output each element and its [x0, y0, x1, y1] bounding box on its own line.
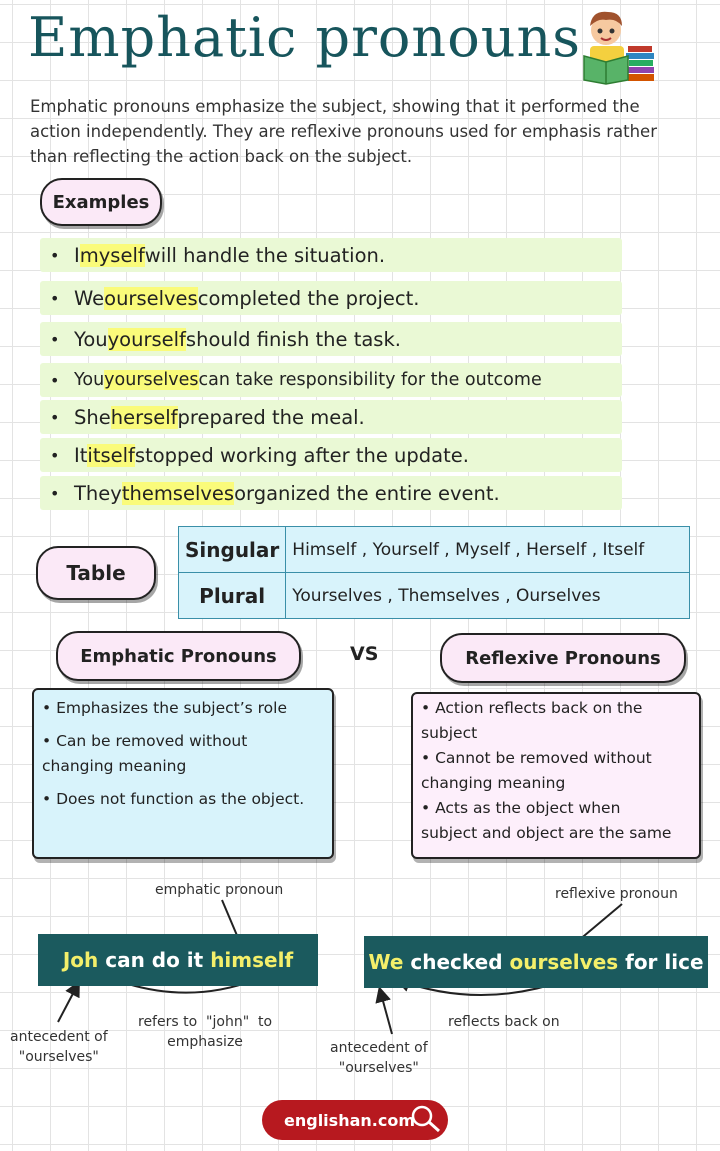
emphatic-pronouns-heading: Emphatic Pronouns	[56, 631, 301, 681]
plural-header: Plural	[179, 573, 286, 619]
example-text: They	[74, 481, 122, 505]
bullet-icon: •	[50, 407, 60, 427]
example-text: I	[74, 243, 80, 267]
bullet-icon: •	[50, 445, 60, 465]
arrow-antecedent-1	[58, 984, 78, 1022]
search-icon	[408, 1104, 442, 1134]
arrow-antecedent-2	[380, 990, 392, 1034]
site-link[interactable]	[262, 1100, 448, 1140]
bullet-icon: •	[50, 245, 60, 265]
label-text: "ourselves"	[338, 1060, 419, 1076]
antecedent-label-2	[330, 1038, 428, 1078]
table-label: Table	[36, 546, 156, 600]
highlighted-pronoun: themselves	[121, 481, 235, 505]
label-text: "ourselves"	[18, 1049, 99, 1065]
example-sentence-2	[364, 936, 708, 988]
example-text: completed the project.	[197, 286, 420, 310]
point-text: • Can be removed without	[42, 732, 248, 750]
highlighted-pronoun: ourselves	[104, 286, 198, 310]
example-text: organized the entire event.	[234, 481, 500, 505]
reflexive-pronouns-heading: Reflexive Pronouns	[440, 633, 686, 683]
example-text: We	[74, 286, 105, 310]
sentence-text: for lice	[618, 950, 704, 974]
site-url[interactable]: englishan.com	[284, 1110, 415, 1130]
example-text: prepared the meal.	[177, 405, 365, 429]
reflects-label: reflects back on	[448, 1014, 560, 1030]
example-text: You	[74, 370, 105, 390]
example-text: It	[74, 443, 88, 467]
sentence-text: checked	[403, 950, 510, 974]
subject-word: We	[368, 950, 404, 974]
pronoun-word: himself	[210, 948, 294, 972]
label-text: antecedent of	[330, 1040, 428, 1056]
highlighted-pronoun: itself	[87, 443, 135, 467]
point-text: changing meaning	[42, 757, 187, 775]
bullet-icon: •	[50, 370, 60, 390]
reflexive-pronoun-label: reflexive pronoun	[555, 886, 678, 902]
plural-values: Yourselves , Themselves , Ourselves	[286, 573, 690, 619]
point-text: subject and object are the same	[421, 824, 672, 842]
label-text: emphasize	[167, 1034, 243, 1050]
singular-values: Himself , Yourself , Myself , Herself , Itself	[286, 527, 690, 573]
highlighted-pronoun: yourself	[107, 327, 186, 351]
point-text: subject	[421, 724, 478, 742]
bullet-icon: •	[50, 288, 60, 308]
singular-header: Singular	[179, 527, 286, 573]
point-text: • Action reflects back on the	[421, 699, 643, 717]
point-text: • Acts as the object when	[421, 799, 621, 817]
highlighted-pronoun: myself	[79, 243, 145, 267]
bullet-icon: •	[50, 329, 60, 349]
example-text: She	[74, 405, 111, 429]
point-text: • Cannot be removed without	[421, 749, 652, 767]
point-text: changing meaning	[421, 774, 566, 792]
highlighted-pronoun: yourselves	[104, 370, 199, 390]
example-text: will handle the situation.	[144, 243, 386, 267]
sentence-text: can do it	[98, 948, 211, 972]
label-text: refers to "john" to	[138, 1014, 273, 1030]
bullet-icon: •	[50, 483, 60, 503]
example-text: can take responsibility for the outcome	[198, 370, 542, 390]
vs-label: VS	[350, 643, 379, 665]
subject-word: Joh	[62, 948, 99, 972]
page-title: Emphatic pronouns	[28, 6, 581, 69]
emphatic-pronoun-label: emphatic pronoun	[155, 882, 284, 898]
example-sentence-1	[38, 934, 318, 986]
label-text: antecedent of	[10, 1029, 108, 1045]
examples-label: Examples	[40, 178, 162, 226]
point-text: • Emphasizes the subject’s role	[42, 699, 288, 717]
example-text: You	[74, 327, 108, 351]
antecedent-label-1	[10, 1027, 108, 1067]
intro-paragraph: Emphatic pronouns emphasize the subject, showing that it performed the action independently. They are reflexive pronouns used for emphasis rather than reflecting the action back on the subject.	[30, 97, 657, 166]
example-text: stopped working after the update.	[134, 443, 469, 467]
pronoun-word: ourselves	[509, 950, 619, 974]
refers-label	[138, 1012, 272, 1052]
example-text: should finish the task.	[185, 327, 401, 351]
highlighted-pronoun: herself	[110, 405, 178, 429]
point-text: • Does not function as the object.	[42, 790, 305, 808]
